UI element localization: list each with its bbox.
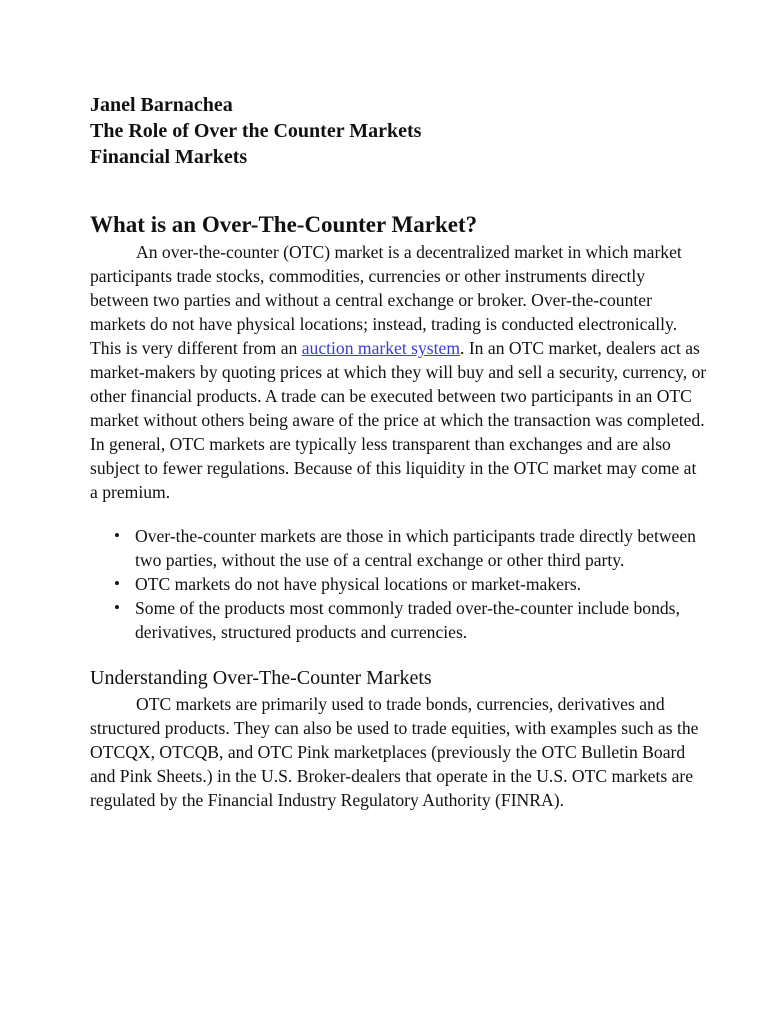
section-paragraph-what-is-otc — [90, 240, 708, 504]
document-title: The Role of Over the Counter Markets — [90, 120, 422, 142]
paragraph-text-before-link: An over-the-counter (OTC) market is a decentralized market in which market participants trade stocks, commodities, currencies or other instruments directly between two parties and without a central exchange or broker. Over-the-counter markets do not have physical locations; instead, trading is conducted electronically. This is very different from an — [90, 242, 682, 358]
bullet-icon: • — [114, 526, 120, 545]
section-heading-understanding-otc: Understanding Over-The-Counter Markets — [90, 667, 432, 689]
list-item-text: Some of the products most commonly traded over-the-counter include bonds, derivatives, structured products and currencies. — [135, 598, 680, 642]
section-heading-what-is-otc: What is an Over-The-Counter Market? — [90, 212, 478, 237]
list-item-text: Over-the-counter markets are those in which participants trade directly between two parties, without the use of a central exchange or other third party. — [135, 526, 696, 570]
paragraph-text-after-link: . In an OTC market, dealers act as market-makers by quoting prices at which they will buy and sell a security, currency, or other financial products. A trade can be executed between two participants in an OTC market without others being aware of the price at which the transaction was completed. In general, OTC markets are typically less transparent than exchanges and are also subject to fewer regulations. Because of this liquidity in the OTC market may come at a premium. — [90, 338, 707, 502]
list-item-text: OTC markets do not have physical locations or market-makers. — [135, 574, 582, 594]
bullet-icon: • — [114, 574, 120, 593]
bullet-icon: • — [114, 598, 120, 617]
auction-market-system-link[interactable]: auction market system — [301, 338, 461, 358]
list-item — [114, 524, 708, 572]
list-item — [114, 596, 708, 644]
course-name: Financial Markets — [90, 146, 248, 168]
author-name: Janel Barnachea — [90, 94, 233, 116]
section-paragraph-understanding-otc: OTC markets are primarily used to trade bonds, currencies, derivatives and structured products. They can also be used to trade equities, with examples such as the OTCQX, OTCQB, and OTC Pink marketplaces (previously the OTC Bulletin Board and Pink Sheets.) in the U.S. Broker-dealers that operate in the U.S. OTC markets are regulated by the Financial Industry Regulatory Authority (FINRA). — [90, 694, 699, 810]
document-header — [90, 92, 708, 170]
list-item — [114, 572, 708, 596]
key-points-list — [90, 524, 708, 644]
